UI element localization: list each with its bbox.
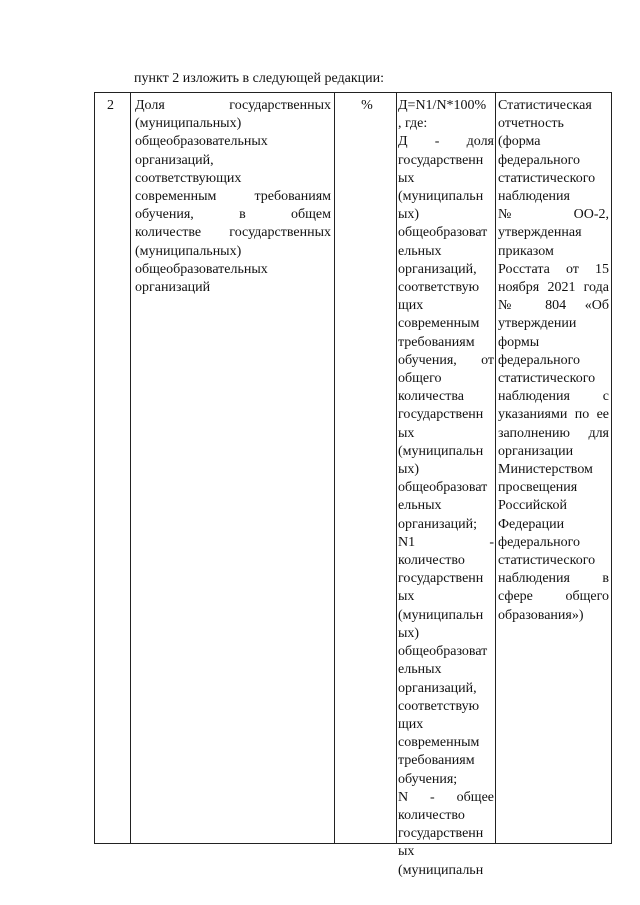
text-line: заполнению для	[498, 425, 609, 441]
text-line: современным требованиям	[135, 189, 331, 205]
text-line: ноября 2021 года	[498, 280, 609, 296]
text-line: Федерации	[498, 516, 565, 532]
text-line: ых	[398, 589, 415, 605]
text-line: № 804 «Об	[498, 298, 609, 314]
text-line: общеобразовательных	[135, 134, 268, 150]
text-line: Доля государственных	[135, 98, 331, 113]
text-line: щих	[398, 716, 424, 732]
text-line: федерального	[498, 352, 581, 368]
text-line: обучения, в общем	[135, 207, 331, 223]
text-line: ых	[398, 170, 415, 186]
text-line: организаций,	[135, 152, 214, 168]
text-line: соответствующих	[135, 170, 242, 186]
text-line: Д=N1/N*100%	[398, 98, 487, 113]
text-line: соответствую	[398, 698, 480, 714]
text-line: ых)	[398, 625, 420, 641]
text-line: ельных	[398, 498, 442, 514]
text-line: общеобразовательных	[135, 261, 268, 277]
text-line: государственн	[398, 152, 484, 168]
text-line: количество	[398, 553, 465, 569]
text-line: (муниципальн	[398, 443, 484, 459]
intro-text: пункт 2 изложить в следующей редакции:	[134, 71, 384, 86]
text-line: организаций,	[398, 680, 477, 696]
text-line: соответствую	[398, 280, 480, 296]
text-line: наблюдения в	[498, 571, 609, 587]
text-line: государственн	[398, 826, 484, 842]
row-number: 2	[107, 98, 114, 113]
text-line: организаций,	[398, 261, 477, 277]
text-line: Д - доля	[398, 134, 494, 150]
text-line: формы	[498, 334, 540, 350]
text-line: общеобразоват	[398, 225, 488, 241]
text-line: наблюдения	[498, 189, 570, 205]
text-line: государственн	[398, 571, 484, 587]
text-line: ых	[398, 844, 415, 860]
text-line: организации	[498, 443, 574, 459]
text-line: приказом	[498, 243, 554, 259]
text-line: Статистическая	[498, 98, 592, 113]
column-divider	[334, 93, 335, 843]
text-line: статистического	[498, 371, 596, 387]
text-line: количестве государственных	[135, 225, 331, 241]
column-divider	[495, 93, 496, 843]
text-line: (форма	[498, 134, 541, 150]
text-line: общеобразоват	[398, 480, 488, 496]
text-line: образования»)	[498, 607, 584, 623]
text-line: , где:	[398, 116, 428, 132]
text-line: федерального	[498, 152, 581, 168]
text-line: наблюдения с	[498, 389, 609, 405]
text-line: утверждении	[498, 316, 577, 332]
text-line: (муниципальных)	[135, 243, 242, 259]
text-line: утвержденная	[498, 225, 582, 241]
text-line: щих	[398, 298, 424, 314]
text-line: указаниями по ее	[498, 407, 609, 423]
text-line: отчетность	[498, 116, 564, 132]
text-line: Российской	[498, 498, 567, 514]
text-line: количества	[398, 389, 464, 405]
text-line: ых)	[398, 207, 420, 223]
text-line: ых)	[398, 462, 420, 478]
text-line: сфере общего	[498, 589, 609, 605]
formula-cell	[398, 97, 494, 880]
text-line: (муниципальных)	[135, 116, 242, 132]
text-line: (муниципальн	[398, 607, 484, 623]
column-divider	[130, 93, 131, 843]
text-line: государственн	[398, 407, 484, 423]
text-line: требованиям	[398, 334, 475, 350]
text-line: обучения;	[398, 771, 458, 787]
text-line: ых	[398, 425, 415, 441]
text-line: № ОО-2,	[498, 207, 609, 223]
text-line: N1 -	[398, 534, 494, 550]
column-divider	[396, 93, 397, 843]
unit-cell: %	[361, 98, 373, 113]
text-line: статистического	[498, 170, 596, 186]
text-line: N - общее	[398, 789, 494, 805]
text-line: ельных	[398, 662, 442, 678]
text-line: организаций;	[398, 516, 478, 532]
text-line: общеобразоват	[398, 644, 488, 660]
text-line: обучения, от	[398, 352, 494, 368]
text-line: статистического	[498, 553, 596, 569]
indicator-table	[94, 92, 612, 878]
indicator-name-cell	[135, 97, 331, 297]
text-line: просвещения	[498, 480, 578, 496]
text-line: ельных	[398, 243, 442, 259]
text-line: (муниципальн	[398, 189, 484, 205]
source-cell	[498, 97, 609, 625]
text-line: Министерством	[498, 462, 593, 478]
text-line: требованиям	[398, 753, 475, 769]
text-line: современным	[398, 735, 480, 751]
text-line: количество	[398, 807, 465, 823]
text-line: федерального	[498, 534, 581, 550]
text-line: современным	[398, 316, 480, 332]
text-line: общего	[398, 371, 442, 387]
text-line: Росстата от 15	[498, 261, 609, 277]
text-line: организаций	[135, 280, 211, 296]
text-line: (муниципальн	[398, 862, 484, 878]
